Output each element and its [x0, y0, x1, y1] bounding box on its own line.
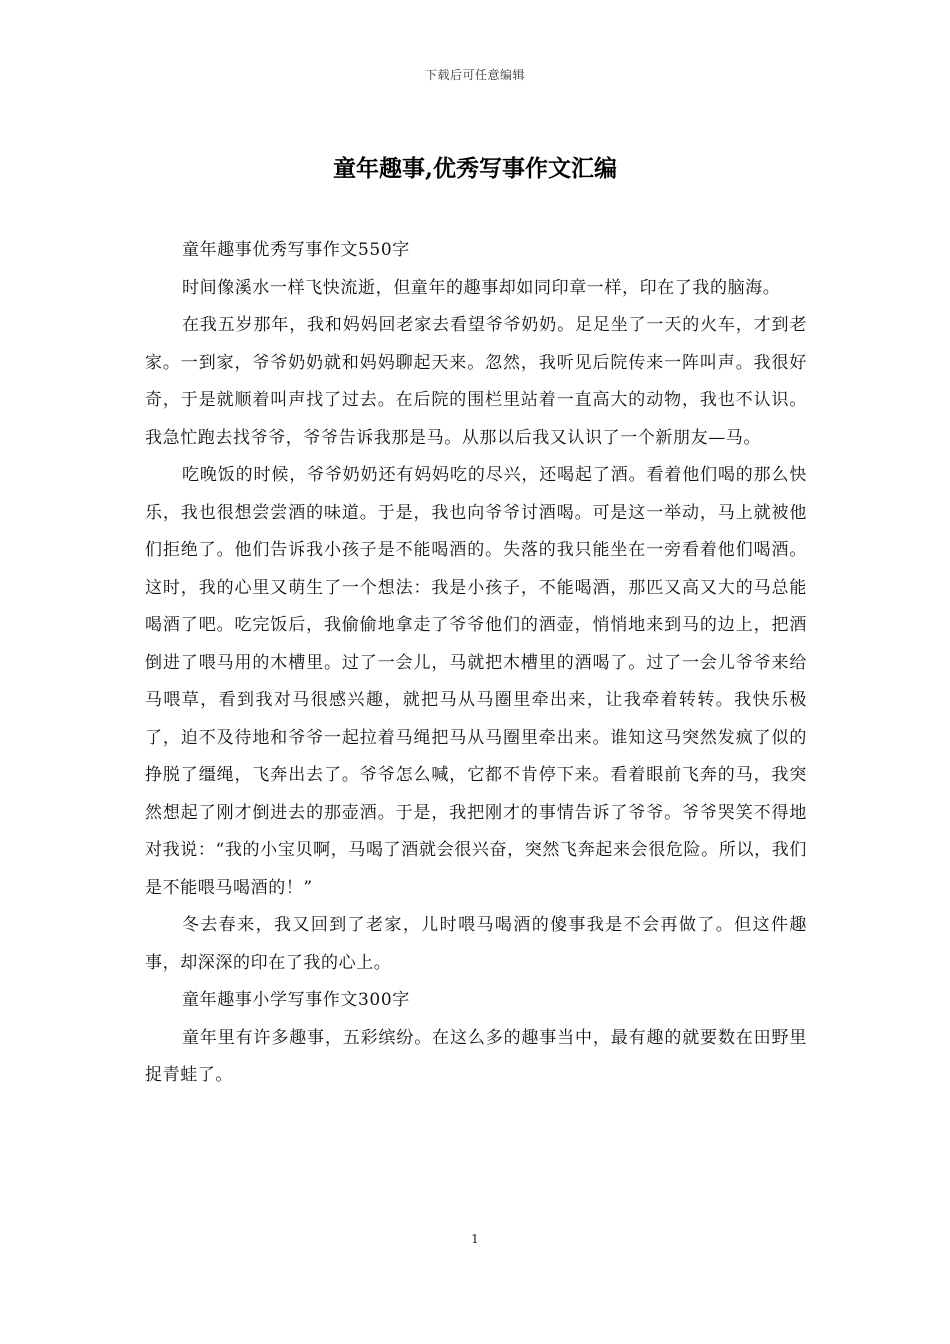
- paragraph: 在我五岁那年，我和妈妈回老家去看望爷爷奶奶。足足坐了一天的火车，才到老家。一到家，爷爷奶奶就和妈妈聊起天来。忽然，我听见后院传来一阵叫声。我很好奇，于是就顺着叫声找了过去。在后院的围栏里站着一直高大的动物，我也不认识。我急忙跑去找爷爷，爷爷告诉我那是马。从那以后我又认识了一个新朋友—马。: [145, 315, 807, 448]
- section-heading-2: 童年趣事小学写事作文300字: [182, 990, 410, 1010]
- document-body: [145, 232, 807, 1095]
- paragraph: 吃晚饭的时候，爷爷奶奶还有妈妈吃的尽兴，还喝起了酒。看着他们喝的那么快乐，我也很想尝尝酒的味道。于是，我也向爷爷讨酒喝。可是这一举动，马上就被他们拒绝了。他们告诉我小孩子是不能喝酒的。失落的我只能坐在一旁看着他们喝酒。这时，我的心里又萌生了一个想法：我是小孩子，不能喝酒，那匹又高又大的马总能喝酒了吧。吃完饭后，我偷偷地拿走了爷爷他们的酒壶，悄悄地来到马的边上，把酒倒进了喂马用的木槽里。过了一会儿，马就把木槽里的酒喝了。过了一会儿爷爷来给马喂草，看到我对马很感兴趣，就把马从马圈里牵出来，让我牵着转转。我快乐极了，迫不及待地和爷爷一起拉着马绳把马从马圈里牵出来。谁知这马突然发疯了似的挣脱了缰绳，飞奔出去了。爷爷怎么喊，它都不肯停下来。看着眼前飞奔的马，我突然想起了刚才倒进去的那壶酒。于是，我把刚才的事情告诉了爷爷。爷爷哭笑不得地对我说：“我的小宝贝啊，马喝了酒就会很兴奋，突然飞奔起来会很危险。所以，我们是不能喂马喝酒的！”: [145, 465, 807, 898]
- page-number: 1: [471, 1232, 479, 1246]
- paragraph: 时间像溪水一样飞快流逝，但童年的趣事却如同印章一样，印在了我的脑海。: [182, 277, 781, 298]
- paragraph: 冬去春来，我又回到了老家，儿时喂马喝酒的傻事我是不会再做了。但这件趣事，却深深的印在了我的心上。: [145, 915, 807, 973]
- header-note: 下载后可任意编辑: [424, 68, 525, 82]
- paragraph: 童年里有许多趣事，五彩缤纷。在这么多的趣事当中，最有趣的就要数在田野里捉青蛙了。: [145, 1027, 807, 1085]
- document-title: 童年趣事,优秀写事作文汇编: [332, 155, 617, 182]
- section-heading-1: 童年趣事优秀写事作文550字: [182, 240, 410, 260]
